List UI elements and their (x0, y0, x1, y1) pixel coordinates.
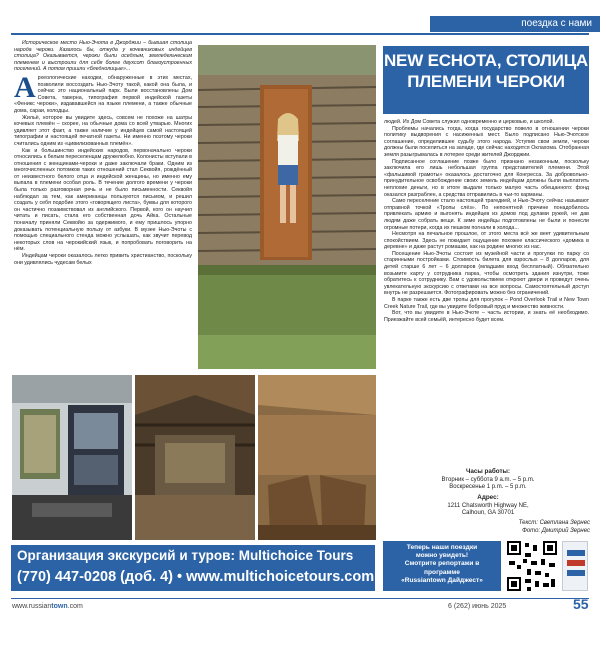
address-label: Адрес: (477, 494, 499, 501)
site-part: www.russian (12, 603, 52, 610)
promo-line: программе (424, 568, 460, 576)
promo-line: «Russiantown Дайджест» (401, 576, 483, 584)
title-line: NEW ECHOTA, СТОЛИЦА (383, 51, 588, 70)
ad-contact: (770) 447-0208 (доб. 4) • www.multichoicetours.com (17, 569, 375, 585)
logo-icon (562, 541, 588, 591)
address-line: Calhoun, GA 30701 (461, 510, 515, 516)
promo-line: Смотрите репортажи в (404, 560, 480, 568)
header-rule (11, 33, 589, 35)
photo-museum-exhibit (12, 375, 132, 540)
address-line: 1211 Chatsworth Highway NE, (447, 502, 529, 509)
site-part: .com (67, 603, 83, 610)
paragraph: людей. Их Дом Совета служил одновременно и церковью, и школой. (384, 119, 554, 125)
photo-log-cabin-woman (198, 45, 376, 369)
title-line: ПЛЕМЕНИ ЧЕРОКИ (407, 72, 565, 91)
page-number: 55 (573, 596, 589, 612)
paragraph: Само переселение стало настоящей трагедией, и Нью-Эчоту сейчас называют отправной точкой «Тропы слёз». По непонятной причине понадобилось привлекать армию и выгонять индейцев из домов под дулами ружей, не дав людям даже собрать вещи. К зиме индейцы подготовлены не были и понесли огромные потери, когда их пешком погнали в холода... (384, 198, 589, 231)
paragraph: Как и большинство индейских народов, первоначально чероки относились к белым переселенцам дружелюбно. Колонисты вступали в отношения с женщинами-чероки и даже заключали браки. Одним из многочисленных потомков таких отношений стал Секвойя, рождённый от неизвестного белого отца и индейской женщины, но именно ему выпала в племени особая роль. В течение долгого времени у чероки была только разговорная речь и не было письменности. Секвойя наблюдал за тем, как американцы пользуются письмом, и решил создать у себя подобие этого «говорящего листа», буквы для которого он частично позаимствовал из английского. Первой, кого он научил читать и писать, стала его собственная дочь Айка. Остальные поначалу приняли Секвойю за одержимого, и ему пришлось упорно доказывать потенциальную пользу от азбуки. В музее Нью-Эчоты с помощью специального стенда можно услышать, как звучит перевод некоторых слов на черокийский язык, и попробовать поговорить на нём. (14, 147, 192, 253)
paragraph: Подписанное соглашение позже было признано незаконным, поскольку заключила его лишь небольшая группа представителей племени. Этой «фальшивой грамоты» оказалось достаточно для Конгресса. За добровольно-принудительное освобождение своих земель индейцам должны были выплатить неплохие деньги, но в итоге выдали только малую часть обещанного: фонд оказался разграблен, а средства отправились в чьи-то карманы. (384, 158, 589, 198)
promo-box (383, 541, 501, 591)
footer-website (12, 603, 83, 610)
paragraph: Индейцам чероки оказалось легко привить христианство, поскольку они удивлялись чудесам белых (14, 253, 192, 266)
hours-line: Вторник – суббота 9 a.m. – 5 p.m. (441, 476, 535, 483)
dropcap: А (14, 70, 36, 104)
site-part-bold: town (51, 603, 68, 610)
qr-code-icon (505, 539, 559, 593)
hours-label: Часы работы: (465, 468, 511, 475)
footer-rule (11, 598, 589, 599)
credit-photo: Фото: Дмитрий Зернес (522, 527, 590, 534)
hours-line: Воскресенье 1 p.m. – 5 p.m. (449, 484, 527, 490)
promo-line: Теперь наши поездки (406, 544, 478, 551)
credits (480, 520, 590, 535)
address-block (385, 494, 591, 518)
opening-hours (385, 468, 591, 492)
ad-headline: Организация экскурсий и туров: Multichoice Tours (17, 548, 354, 563)
footer-issue: 6 (262) июнь 2025 (448, 603, 507, 610)
paragraph: рхеологические находки, обнаруженные в этих местах, позволили воссоздать Нью-Эчоту такой, какой она была, и сейчас это национальный парк. Были восстановлены Дом Совета, таверна, типография первой индейской газеты «Феникс чероки», издававшейся на языке племени, а также обычные дома, сараи, колодцы. (14, 74, 192, 114)
photo-council-house-interior (258, 375, 376, 540)
paragraph: Посещение Нью-Эчоты состоит из музейной части и прогулки по парку со старинными постройками. Стоимость билета для взрослых – 8 долларов, для детей старше 6 лет – 6 долларов (младшим вход бесплатный). Обязательно возьмите карту у сотрудника парка, чтобы осмотреть здания изнутри, тоже обратитесь к сотруднику. Вам с удовольствием откроют двери и проведут очень увлекательную экскурсию с ответами на все вопросы. Самостоятельный доступ внутрь не разрешается. Фотографировать можно без ограничений. (384, 250, 589, 297)
photo-printing-press (135, 375, 255, 540)
paragraph: Несмотря на печальное прошлое, от этого места всё же веет удивительным спокойствием. Здесь не покидает ощущение похожее классического «домика в деревне» и даже растут ромашки, как на родине многих из нас. (384, 231, 589, 251)
paragraph: В парке также есть две тропы для прогулок – Pond Overlook Trail и New Town Creek Nature Trail, где вы увидите бобровый пруд и множество живности. (384, 297, 589, 310)
credit-text: Текст: Светлана Зернес (518, 520, 590, 526)
left-column (14, 40, 192, 402)
paragraph: Вот, что вы увидите в Нью-Эчоте – часть истории, и знать её необходимо. Приезжайте всей семьёй, интересно будет всем. (384, 310, 589, 323)
tours-ad (11, 545, 375, 591)
article-title (383, 46, 589, 114)
section-tab: поездка с нами (430, 16, 600, 32)
right-column (384, 119, 589, 465)
intro-text: Историческое место Нью-Эчота в Джорджии – бывшая столица народа чероки. Казалось бы, откуда у кочевниковых индейцев столица? Оказывается, чероки были оседлым, земледельческим племенем и выстроили для себя более двухсот благоустроенных поселений. А потом пришли «бледнолицые»... (14, 40, 192, 73)
paragraph: Жильё, которое вы увидите здесь, совсем не похоже на шатры кочевых племён – скорее, на обычные дома со всей утварью. Многих удивляет этот факт, а также наличие у индейцев самой настоящей типографии и настоящей печатной газеты. Ни именно поэтому чероки считались одним из «цивилизованных племён». (14, 114, 192, 147)
paragraph: Проблемы начались тогда, когда государство повело в отношении чероки политику выдворения с насиженных мест. Было подписано Нью-Эчотское соглашение, определившее судьбу этого народа. Уступив свои земли, чероки должны были поселиться на западе, где сейчас находится Оклахома. Отобранная земля разыгрывалась в лотерее среди жителей Джорджии. (384, 125, 589, 158)
promo-line: можно увидеть! (415, 552, 469, 560)
